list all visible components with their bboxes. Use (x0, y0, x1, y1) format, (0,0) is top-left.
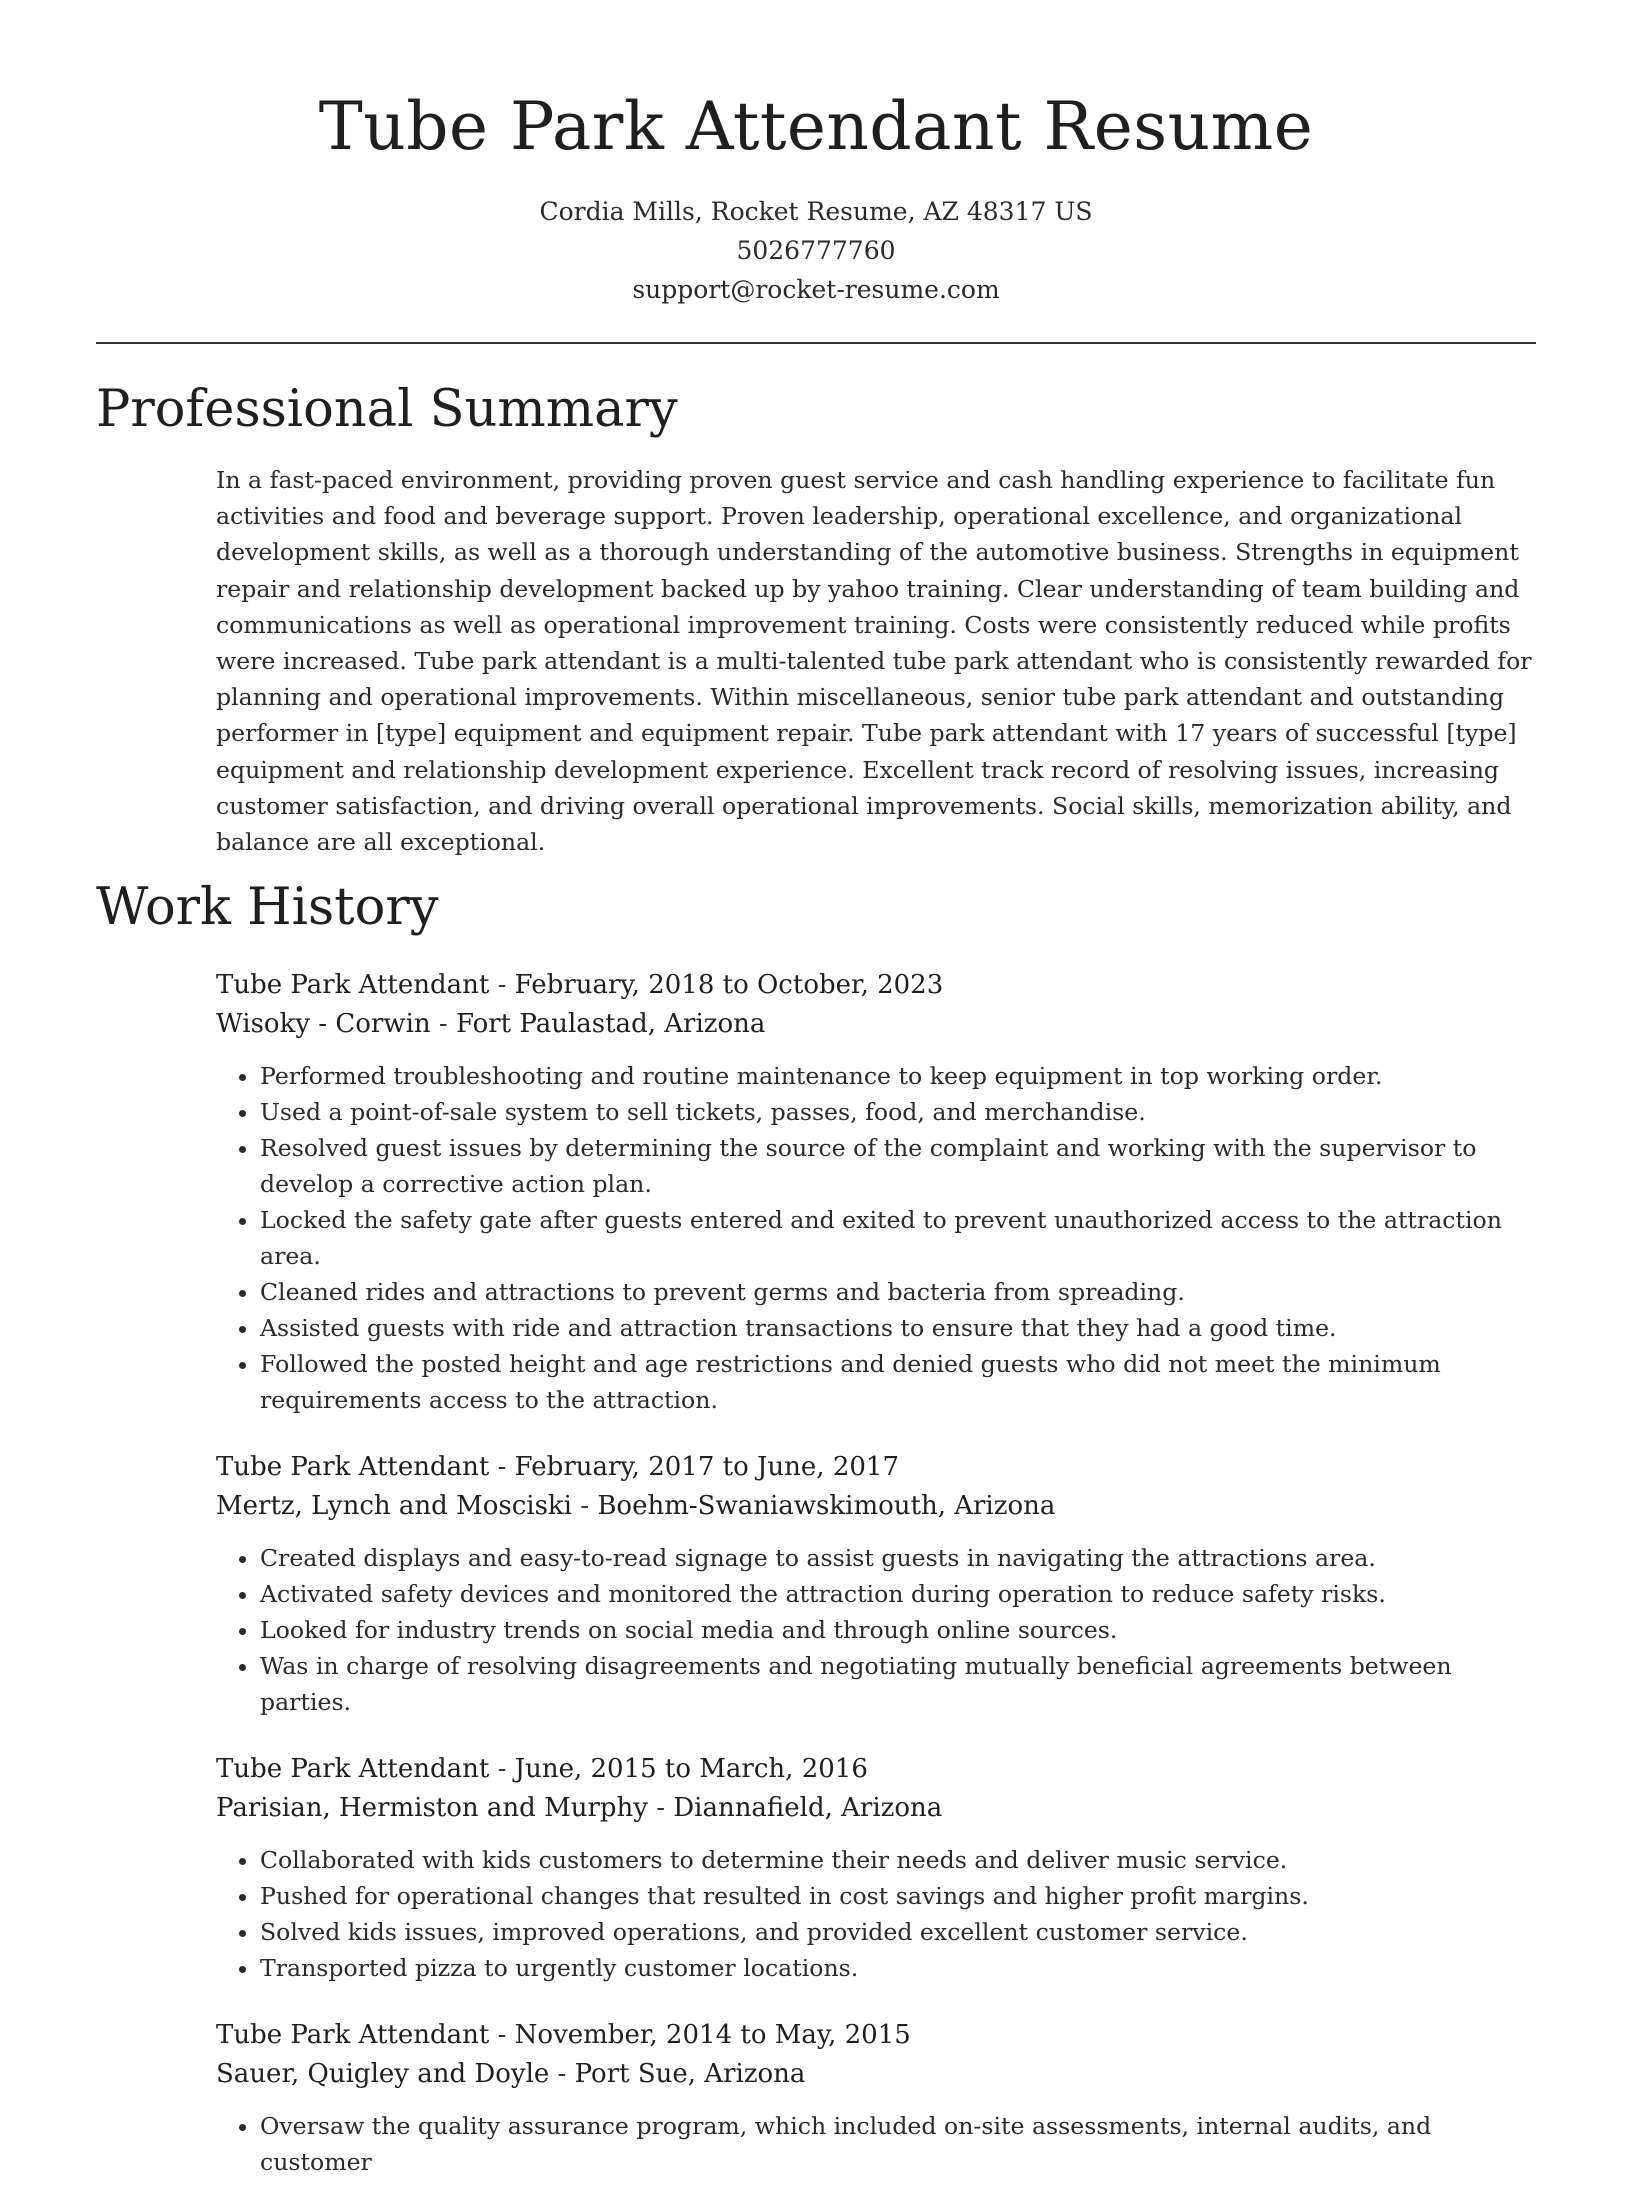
job-dates: November, 2014 to May, 2015 (514, 2020, 911, 2050)
separator: - (572, 1491, 598, 1521)
job-company: Parisian, Hermiston and Murphy (216, 1793, 648, 1823)
duty-item: • Used a point-of-sale system to sell tickets, passes, food, and merchandise. (260, 1094, 1541, 1130)
job-entry (216, 966, 1541, 1418)
duty-item: • Resolved guest issues by determining the source of the complaint and working with the supervisor to develop a corrective action plan. (260, 1130, 1541, 1202)
job-location: Fort Paulastad, Arizona (455, 1009, 766, 1039)
duty-item: • Solved kids issues, improved operations, and provided excellent customer service. (260, 1914, 1541, 1950)
separator: - (489, 1452, 515, 1482)
job-title: Tube Park Attendant (216, 970, 490, 1000)
job-title-line (216, 966, 1541, 1005)
job-title-line (216, 1448, 1541, 1487)
duty-item: • Looked for industry trends on social media and through online sources. (260, 1612, 1541, 1648)
duty-item: • Was in charge of resolving disagreements and negotiating mutually beneficial agreements between parties. (260, 1648, 1541, 1720)
job-company: Mertz, Lynch and Mosciski (216, 1491, 572, 1521)
job-title-line (216, 2016, 1541, 2055)
job-dates: February, 2018 to October, 2023 (514, 970, 944, 1000)
duty-item: • Cleaned rides and attractions to prevent germs and bacteria from spreading. (260, 1274, 1541, 1310)
duty-item: • Performed troubleshooting and routine maintenance to keep equipment in top working order. (260, 1058, 1541, 1094)
job-title-line (216, 1750, 1541, 1789)
contact-email: support@rocket-resume.com (632, 275, 1000, 304)
separator: - (647, 1793, 674, 1823)
work-history-heading: Work History (96, 878, 439, 937)
contact-address: Cordia Mills, Rocket Resume, AZ 48317 US (539, 197, 1093, 226)
separator: - (549, 2059, 575, 2089)
resume-header (0, 0, 1632, 309)
summary-text: In a fast-paced environment, providing proven guest service and cash handling experience to facilitate fun activities and food and beverage support. Proven leadership, operational excellence, and organizational development skills, as well as a thorough understanding of the automotive business. Strengths in equipment repair and relationship development backed up by yahoo training. Clear understanding of team building and communications as well as operational improvement training. Costs were consistently reduced while profits were increased. Tube park attendant is a multi-talented tube park attendant who is consistently rewarded for planning and operational improvements. Within miscellaneous, senior tube park attendant and outstanding performer in [type] equipment and equipment repair. Tube park attendant with 17 years of successful [type] equipment and relationship development experience. Excellent track record of resolving issues, increasing customer satisfaction, and driving overall operational improvements. Social skills, memorization ability, and balance are all exceptional. (216, 466, 1532, 857)
job-location: Port Sue, Arizona (574, 2059, 806, 2089)
job-company: Wisoky - Corwin (216, 1009, 431, 1039)
job-dates: June, 2015 to March, 2016 (514, 1754, 868, 1784)
job-location: Diannafield, Arizona (673, 1793, 943, 1823)
duty-list (216, 1540, 1541, 1720)
job-title: Tube Park Attendant (216, 1754, 490, 1784)
duty-item: • Locked the safety gate after guests entered and exited to prevent unauthorized access to the attraction area. (260, 1202, 1541, 1274)
separator: - (489, 2020, 515, 2050)
duty-item: • Created displays and easy-to-read signage to assist guests in navigating the attractions area. (260, 1540, 1541, 1576)
summary-heading: Professional Summary (96, 380, 678, 439)
job-title: Tube Park Attendant (216, 1452, 490, 1482)
separator: - (430, 1009, 456, 1039)
duty-item: • Oversaw the quality assurance program, which included on-site assessments, internal audits, and customer (260, 2108, 1541, 2180)
job-entry (216, 1448, 1541, 1720)
job-company: Sauer, Quigley and Doyle (216, 2059, 550, 2089)
duty-list (216, 1842, 1541, 1986)
duty-item: • Pushed for operational changes that resulted in cost savings and higher profit margins. (260, 1878, 1541, 1914)
job-entry (216, 2016, 1541, 2180)
separator: - (489, 1754, 515, 1784)
job-company-line (216, 1005, 1541, 1044)
job-dates: February, 2017 to June, 2017 (514, 1452, 899, 1482)
job-location: Boehm-Swaniawskimouth, Arizona (597, 1491, 1056, 1521)
duty-list (216, 2108, 1541, 2180)
contact-block (0, 192, 1632, 309)
job-title: Tube Park Attendant (216, 2020, 490, 2050)
job-company-line (216, 1487, 1541, 1526)
duty-list (216, 1058, 1541, 1418)
job-company-line (216, 1789, 1541, 1828)
duty-item: • Transported pizza to urgently customer locations. (260, 1950, 1541, 1986)
duty-item: • Followed the posted height and age restrictions and denied guests who did not meet the minimum requirements access to the attraction. (260, 1346, 1541, 1418)
duty-item: • Collaborated with kids customers to determine their needs and deliver music service. (260, 1842, 1541, 1878)
duty-item: • Assisted guests with ride and attraction transactions to ensure that they had a good time. (260, 1310, 1541, 1346)
job-entry (216, 1750, 1541, 1986)
work-history-list (216, 966, 1541, 2210)
contact-phone: 5026777760 (736, 236, 896, 265)
header-divider (96, 342, 1536, 344)
duty-item: • Activated safety devices and monitored the attraction during operation to reduce safety risks. (260, 1576, 1541, 1612)
separator: - (489, 970, 515, 1000)
job-company-line (216, 2055, 1541, 2094)
resume-title: Tube Park Attendant Resume (318, 88, 1314, 165)
